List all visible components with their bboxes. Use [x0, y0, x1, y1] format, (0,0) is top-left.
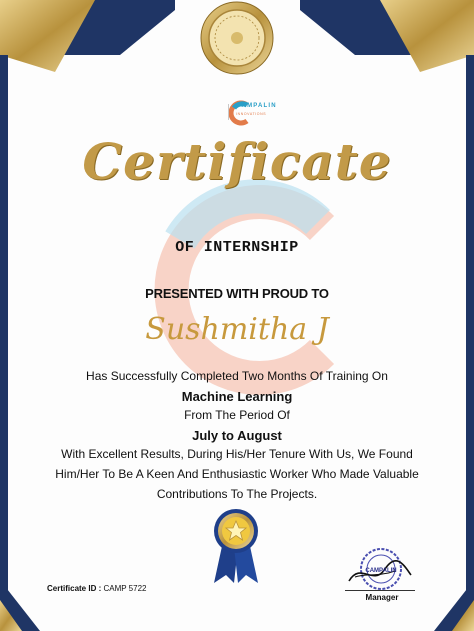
- period-label: From The Period Of: [184, 408, 290, 422]
- body-line-4: Contributions To The Projects.: [156, 487, 318, 501]
- course-name: Machine Learning: [181, 389, 293, 404]
- presented-line: PRESENTED WITH PROUD TO: [145, 286, 329, 301]
- recipient-name: Sushmitha J: [145, 312, 329, 347]
- cert-id-value: 5722: [128, 584, 147, 593]
- body-line-1: Has Successfully Completed Two Months Of Training On: [86, 369, 388, 383]
- cert-id-prefix: CAMP: [103, 584, 127, 593]
- signer-role: Manager: [365, 593, 399, 602]
- logo-name: CAMPALIN: [236, 103, 277, 109]
- logo-divider: [228, 104, 229, 120]
- certificate-id: [47, 584, 146, 593]
- signature-stamp-icon: [345, 547, 415, 591]
- certificate-title: Certificate: [82, 132, 392, 191]
- period-value: July to August: [192, 428, 282, 443]
- logo-subtitle: INNOVATIONS: [236, 112, 267, 116]
- cert-id-label: Certificate ID :: [47, 584, 102, 593]
- body-line-2: With Excellent Results, During His/Her Tenure With Us, We Found: [61, 447, 413, 461]
- award-ribbon-icon: [206, 507, 266, 585]
- seal-text: CAMPALIN: [365, 568, 397, 574]
- signature-line: [345, 590, 415, 591]
- body-line-3: Him/Her To Be A Keen And Enthusiastic Worker Who Made Valuable: [55, 467, 419, 481]
- certificate-subtitle: OF INTERNSHIP: [175, 239, 299, 256]
- gold-medal-icon: [200, 0, 274, 80]
